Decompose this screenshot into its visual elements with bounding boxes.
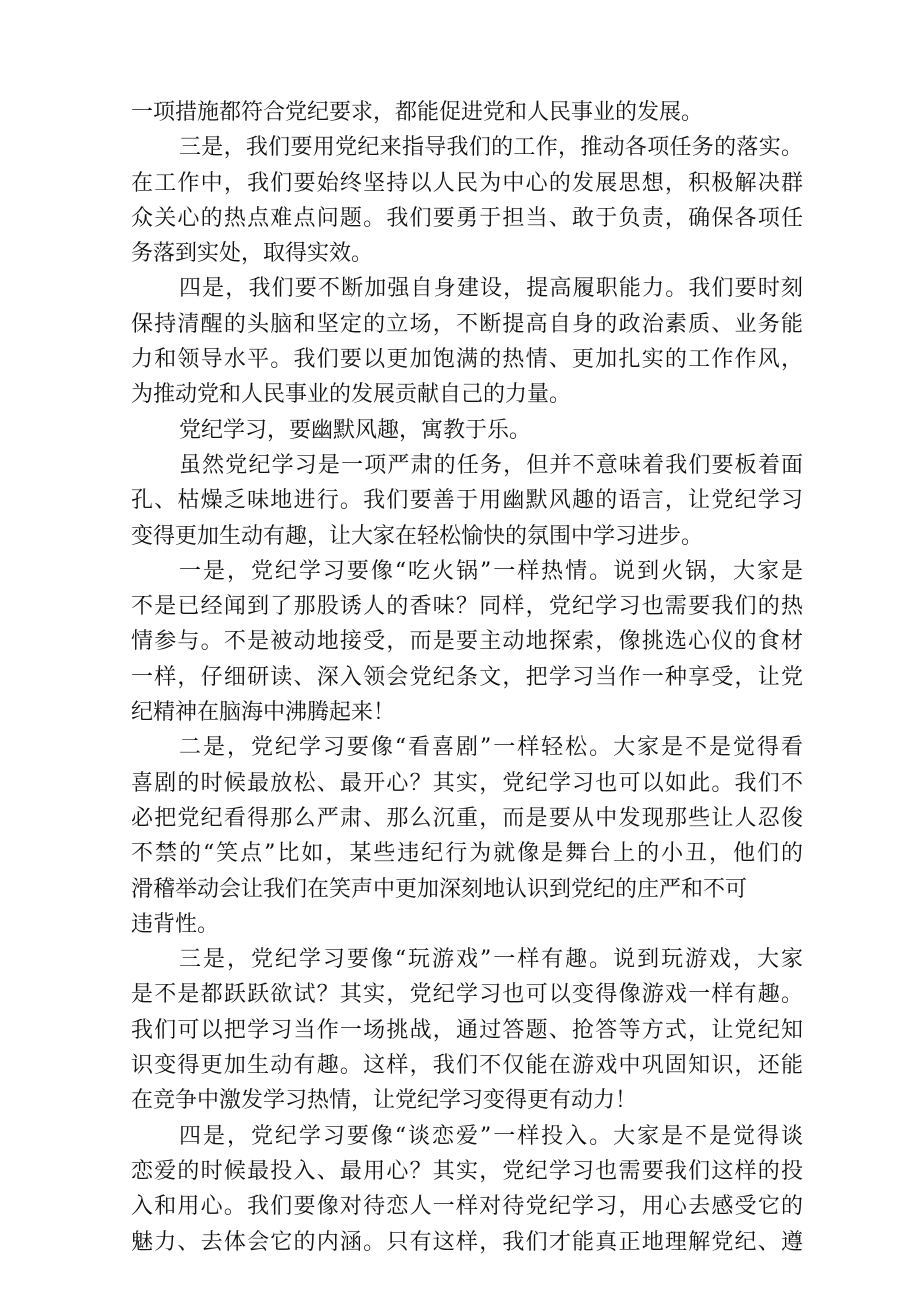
- text-line: 为推动党和人民事业的发展贡献自己的力量。: [131, 382, 572, 408]
- text-line: 魅力、去体会它的内涵。只有这样，我们才能真正地理解党纪、遵: [131, 1229, 803, 1255]
- text-line: 四是，党纪学习要像“谈恋爱”一样投入。大家是不是觉得谈: [179, 1123, 803, 1149]
- text-line: 不禁的“笑点”比如，某些违纪行为就像是舞台上的小丑，他们的: [131, 841, 803, 867]
- text-line: 保持清醒的头脑和坚定的立场，不断提高自身的政治素质、业务能: [131, 311, 803, 337]
- text-line: 不是已经闻到了那股诱人的香味？同样，党纪学习也需要我们的热: [131, 594, 803, 620]
- text-line: 必把党纪看得那么严肃、那么沉重，而是要从中发现那些让人忍俊: [131, 805, 803, 831]
- text-line: 一是，党纪学习要像“吃火锅”一样热情。说到火锅，大家是: [179, 558, 803, 584]
- text-line: 我们可以把学习当作一场挑战，通过答题、抢答等方式，让党纪知: [131, 1017, 803, 1043]
- text-line: 恋爱的时候最投入、最用心？其实，党纪学习也需要我们这样的投: [131, 1158, 803, 1184]
- section-heading: 党纪学习，要幽默风趣，寓教于乐。: [179, 417, 532, 443]
- document-body: [131, 95, 803, 1260]
- text-line: 变得更加生动有趣，让大家在轻松愉快的氛围中学习进步。: [131, 523, 704, 549]
- text-line: 滑稽举动会让我们在笑声中更加深刻地认识到党纪的庄严和不可: [131, 876, 748, 902]
- text-line: 纪精神在脑海中沸腾起来！: [131, 700, 396, 726]
- text-line: 力和领导水平。我们要以更加饱满的热情、更加扎实的工作作风，: [131, 347, 803, 373]
- text-line: 情参与。不是被动地接受，而是要主动地探索，像挑选心仪的食材: [131, 629, 803, 655]
- text-line: 一样，仔细研读、深入领会党纪条文，把学习当作一种享受，让党: [131, 664, 803, 690]
- text-line: 孔、枯燥乏味地进行。我们要善于用幽默风趣的语言，让党纪学习: [131, 488, 803, 514]
- text-line: 二是，党纪学习要像“看喜剧”一样轻松。大家是不是觉得看: [179, 735, 803, 761]
- text-line: 违背性。: [131, 911, 220, 937]
- text-line: 一项措施都符合党纪要求，都能促进党和人民事业的发展。: [131, 100, 704, 125]
- text-line: 四是，我们要不断加强自身建设，提高履职能力。我们要时刻: [179, 276, 803, 302]
- text-line: 入和用心。我们要像对待恋人一样对待党纪学习，用心去感受它的: [131, 1194, 803, 1220]
- text-line: 识变得更加生动有趣。这样，我们不仅能在游戏中巩固知识，还能: [131, 1053, 803, 1079]
- text-line: 三是，我们要用党纪来指导我们的工作，推动各项任务的落实。: [179, 135, 803, 161]
- text-line: 喜剧的时候最放松、最开心？其实，党纪学习也可以如此。我们不: [131, 770, 803, 796]
- text-line: 三是，党纪学习要像“玩游戏”一样有趣。说到玩游戏，大家: [179, 947, 803, 973]
- text-line: 在工作中，我们要始终坚持以人民为中心的发展思想，积极解决群: [131, 170, 803, 196]
- text-line: 众关心的热点难点问题。我们要勇于担当、敢于负责，确保各项任: [131, 205, 803, 231]
- text-line: 务落到实处，取得实效。: [131, 241, 374, 267]
- text-line: 在竞争中激发学习热情，让党纪学习变得更有动力！: [131, 1088, 638, 1114]
- text-line: 虽然党纪学习是一项严肃的任务，但并不意味着我们要板着面: [179, 452, 803, 478]
- text-line: 是不是都跃跃欲试？其实，党纪学习也可以变得像游戏一样有趣。: [131, 982, 803, 1008]
